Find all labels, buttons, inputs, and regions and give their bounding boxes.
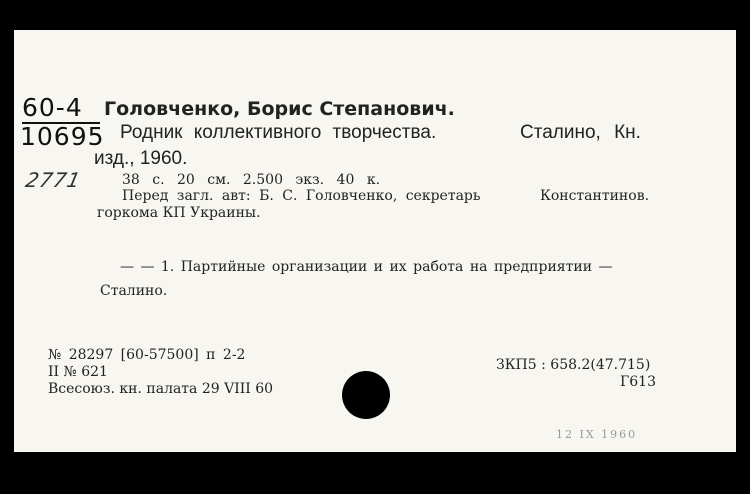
- date-stamp: 12 IX 1960: [556, 428, 638, 441]
- author-heading: Головченко, Борис Степанович.: [104, 98, 455, 120]
- handwritten-accession-number: 10695: [20, 122, 105, 151]
- imprint-place: Сталино, Кн.: [520, 122, 641, 143]
- handwritten-call-number: 60-4: [22, 93, 83, 122]
- title-line-1: Родник коллективного творчества.: [120, 122, 437, 143]
- title-line-2: изд., 1960.: [94, 148, 188, 169]
- collation: 38 с. 20 см. 2.500 экз. 40 к.: [122, 172, 381, 188]
- note-line-2: горкома КП Украины.: [97, 205, 261, 221]
- card-punch-hole: [342, 371, 390, 419]
- registration-chamber: Всесоюз. кн. палата 29 VIII 60: [48, 381, 274, 397]
- note-line-1: Перед загл. авт: Б. С. Головченко, секретарь: [122, 188, 481, 204]
- registration-number: № 28297 [60-57500] п 2-2: [48, 347, 246, 363]
- handwritten-note: 2771: [23, 168, 84, 192]
- subject-prefix: — — 1.: [120, 259, 175, 275]
- subject-heading-line-2: Сталино.: [100, 283, 168, 299]
- subject-text: Партийные организации и их работа на предприятии —: [180, 259, 613, 275]
- scan-border: [14, 452, 736, 494]
- registration-secondary: II № 621: [48, 364, 108, 380]
- note-line-1-right: Константинов.: [540, 188, 650, 204]
- cutter-number: Г613: [620, 374, 656, 390]
- subject-heading-line-1: [120, 259, 613, 275]
- classification-code: ЗКП5 : 658.2(47.715): [496, 357, 651, 373]
